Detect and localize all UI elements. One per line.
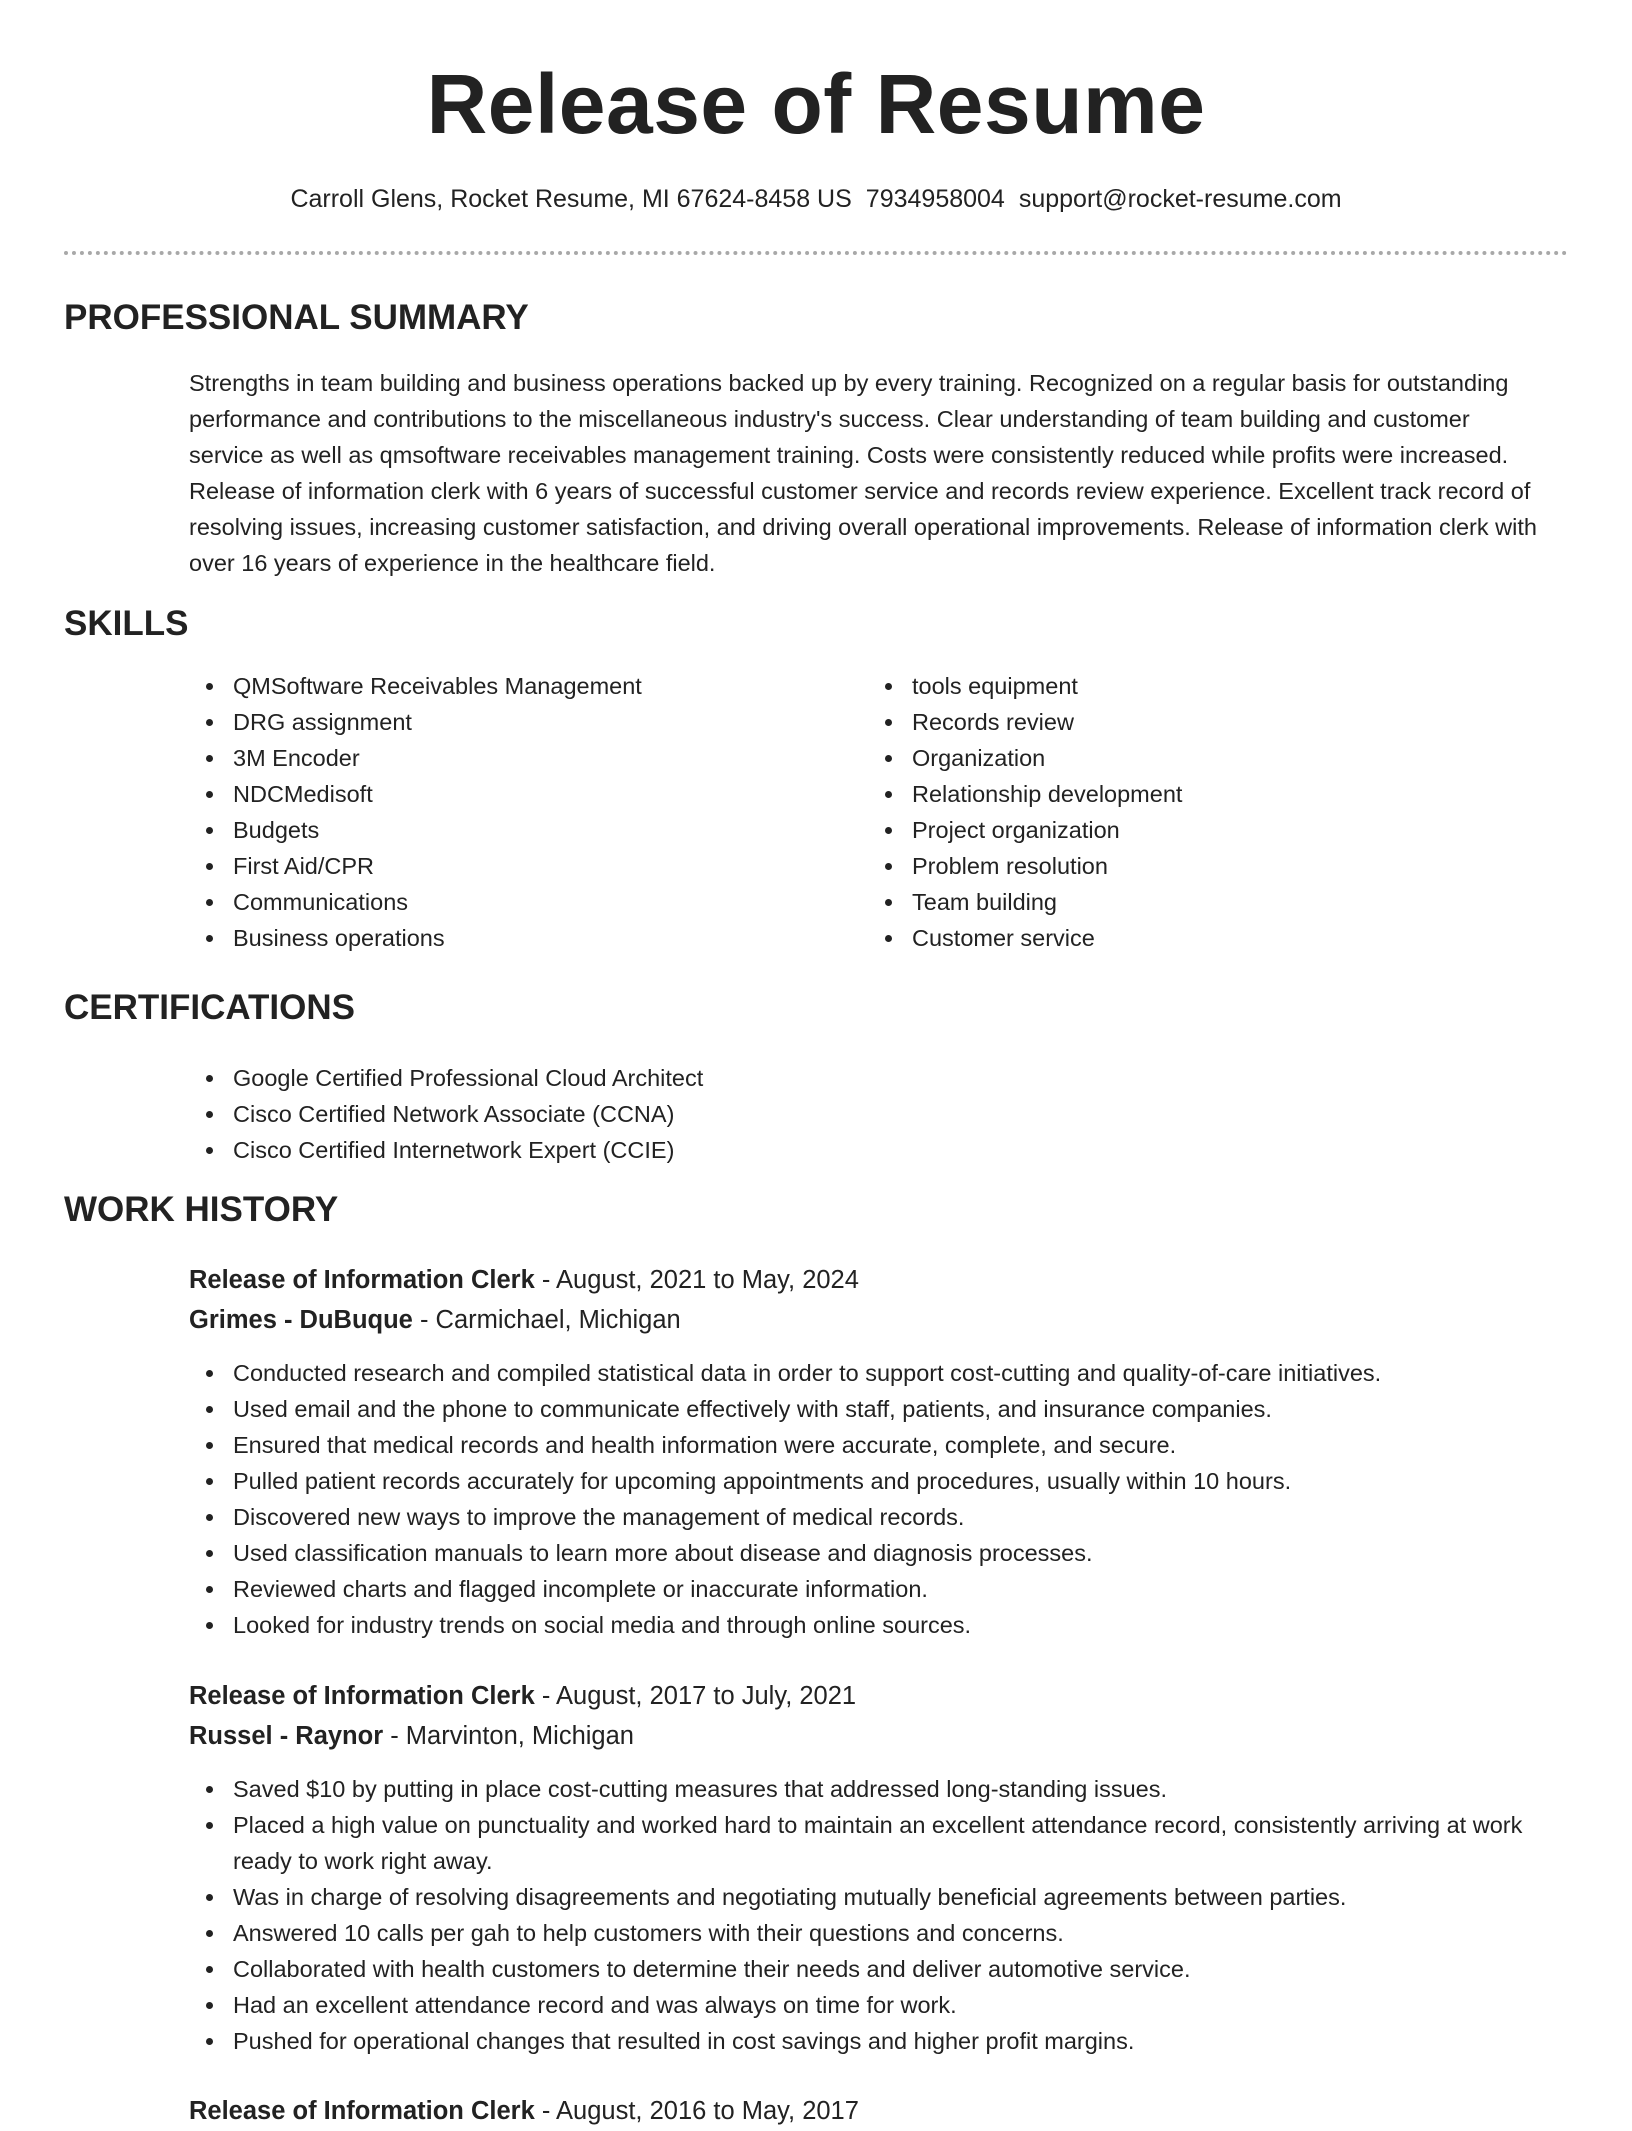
skill-item: Organization [868, 740, 1182, 776]
skill-item: Customer service [868, 920, 1182, 956]
job-bullet: Ensured that medical records and health information were accurate, complete, and secure. [189, 1427, 1549, 1463]
skills-list-right [868, 668, 1182, 956]
job-bullet: Discovered new ways to improve the management of medical records. [189, 1499, 1549, 1535]
job-company: Russel - Raynor [189, 1722, 384, 1750]
job-bullet: Saved $10 by putting in place cost-cutting measures that addressed long-standing issues. [189, 1771, 1549, 1807]
skill-item: 3M Encoder [189, 740, 642, 776]
job-bullet: Reviewed charts and flagged incomplete or inaccurate information. [189, 1571, 1549, 1607]
skill-item: Problem resolution [868, 848, 1182, 884]
job-bullets [189, 1771, 1549, 2059]
job-dates: - August, 2021 to May, 2024 [534, 1266, 859, 1294]
section-title-skills: SKILLS [64, 604, 189, 643]
job-bullet: Collaborated with health customers to determine their needs and deliver automotive service. [189, 1951, 1549, 1987]
job-dates: - August, 2016 to May, 2017 [534, 2097, 859, 2125]
skill-item: Relationship development [868, 776, 1182, 812]
certification-item: Google Certified Professional Cloud Architect [189, 1060, 703, 1096]
job-bullet: Looked for industry trends on social media and through online sources. [189, 1607, 1549, 1643]
section-title-summary: PROFESSIONAL SUMMARY [64, 298, 529, 337]
skills-list-left [189, 668, 642, 956]
job-location: - Marvinton, Michigan [383, 1722, 634, 1750]
job-bullet: Answered 10 calls per gah to help customers with their questions and concerns. [189, 1915, 1549, 1951]
job-dates: - August, 2017 to July, 2021 [534, 1682, 857, 1710]
contact-address: Carroll Glens, Rocket Resume, MI 67624-8458 US [290, 185, 852, 213]
skill-item: DRG assignment [189, 704, 642, 740]
section-title-work-history: WORK HISTORY [64, 1190, 339, 1229]
certifications-list [189, 1060, 703, 1168]
job-location: - Carmichael, Michigan [412, 1306, 681, 1334]
skill-item: First Aid/CPR [189, 848, 642, 884]
skill-item: Records review [868, 704, 1182, 740]
skill-item: Business operations [189, 920, 642, 956]
contact-line [0, 182, 1632, 216]
job-bullet: Pushed for operational changes that resulted in cost savings and higher profit margins. [189, 2023, 1549, 2059]
job-bullet: Used email and the phone to communicate effectively with staff, patients, and insurance companies. [189, 1391, 1549, 1427]
job-title: Release of Information Clerk [189, 2097, 535, 2125]
skill-item: Team building [868, 884, 1182, 920]
job-company-line [189, 1300, 681, 1340]
header-divider [64, 251, 1568, 255]
job-bullet: Was in charge of resolving disagreements and negotiating mutually beneficial agreements between parties. [189, 1879, 1549, 1915]
contact-email: support@rocket-resume.com [1018, 185, 1342, 213]
skill-item: QMSoftware Receivables Management [189, 668, 642, 704]
skill-item: Budgets [189, 812, 642, 848]
contact-phone: 7934958004 [865, 185, 1005, 213]
resume-title: Release of Resume [426, 57, 1206, 151]
job-bullet: Had an excellent attendance record and was always on time for work. [189, 1987, 1549, 2023]
job-company-line [189, 1716, 634, 1756]
job-title: Release of Information Clerk [189, 1682, 535, 1710]
skill-item: Project organization [868, 812, 1182, 848]
job-title-line [189, 2091, 859, 2131]
skill-item: Communications [189, 884, 642, 920]
job-bullet: Pulled patient records accurately for upcoming appointments and procedures, usually within 10 hours. [189, 1463, 1549, 1499]
job-bullets [189, 1355, 1549, 1643]
job-bullet: Placed a high value on punctuality and worked hard to maintain an excellent attendance record, consistently arriving at work ready to work right away. [189, 1807, 1549, 1879]
job-company: Grimes - DuBuque [189, 1306, 413, 1334]
summary-text: Strengths in team building and business operations backed up by every training. Recognized on a regular basis for outstanding performance and contributions to the miscellaneous industry's success. Clear understanding of team building and customer service as well as qmsoftware receivables management training. Costs were consistently reduced while profits were increased. Release of information clerk with 6 years of successful customer service and records review experience. Excellent track record of resolving issues, increasing customer satisfaction, and driving overall operational improvements. Release of information clerk with over 16 years of experience in the healthcare field. [189, 370, 1537, 576]
section-title-certifications: CERTIFICATIONS [64, 988, 356, 1027]
certification-item: Cisco Certified Network Associate (CCNA) [189, 1096, 703, 1132]
job-title: Release of Information Clerk [189, 1266, 535, 1294]
skill-item: NDCMedisoft [189, 776, 642, 812]
job-title-line [189, 1676, 856, 1716]
certification-item: Cisco Certified Internetwork Expert (CCIE) [189, 1132, 703, 1168]
skill-item: tools equipment [868, 668, 1182, 704]
job-bullet: Conducted research and compiled statistical data in order to support cost-cutting and quality-of-care initiatives. [189, 1355, 1549, 1391]
job-bullet: Used classification manuals to learn more about disease and diagnosis processes. [189, 1535, 1549, 1571]
job-title-line [189, 1260, 859, 1300]
